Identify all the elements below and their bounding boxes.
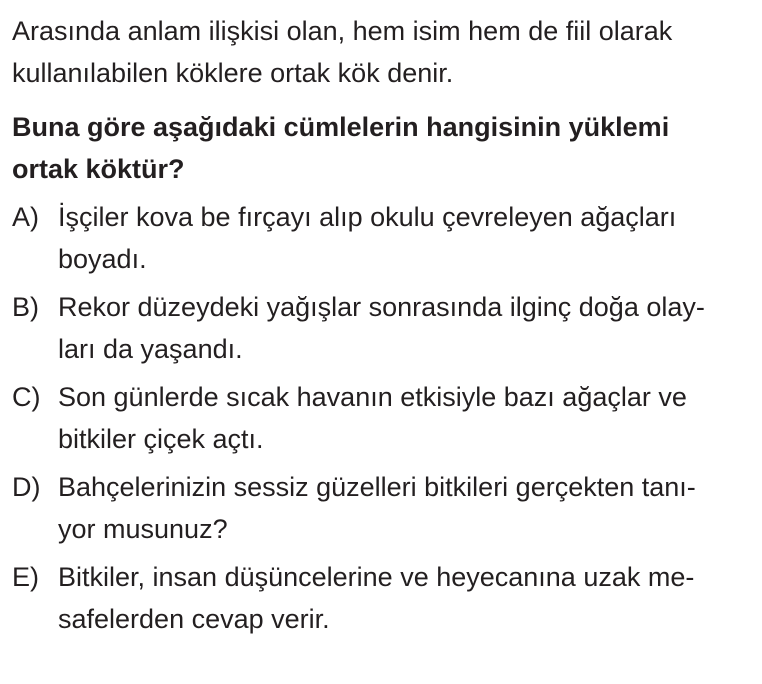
option-a-letter: A) (12, 202, 39, 232)
option-e-line-1: Bitkiler, insan düşüncelerine ve heyecanına uzak me- (58, 562, 695, 592)
intro-paragraph (12, 10, 742, 94)
option-c-line-2: bitkiler çiçek açtı. (58, 424, 264, 454)
option-d-line-2: yor musunuz? (58, 514, 228, 544)
option-e-text (58, 556, 742, 640)
option-c-text (58, 376, 742, 460)
option-d-letter: D) (12, 472, 41, 502)
option-e-line-2: safelerden cevap verir. (58, 604, 330, 634)
question-line-1: Buna göre aşağıdaki cümlelerin hangisinin yüklemi (12, 112, 670, 142)
intro-line-1: Arasında anlam ilişkisi olan, hem isim hem de fiil olarak (12, 16, 673, 46)
answer-options (12, 196, 742, 640)
option-b-text (58, 286, 742, 370)
option-b-letter: B) (12, 292, 39, 322)
question-page (12, 10, 742, 646)
option-c-letter: C) (12, 382, 41, 412)
option-c[interactable] (12, 376, 742, 460)
option-b-line-1: Rekor düzeydeki yağışlar sonrasında ilginç doğa olay- (58, 292, 705, 322)
option-a-line-2: boyadı. (58, 244, 147, 274)
option-b[interactable] (12, 286, 742, 370)
intro-line-2: kullanılabilen köklere ortak kök denir. (12, 58, 454, 88)
option-d-line-1: Bahçelerinizin sessiz güzelleri bitkileri gerçekten tanı- (58, 472, 696, 502)
option-d-text (58, 466, 742, 550)
question-stem (12, 106, 742, 190)
question-line-2: ortak köktür? (12, 154, 185, 184)
option-c-line-1: Son günlerde sıcak havanın etkisiyle bazı ağaçlar ve (58, 382, 687, 412)
option-b-line-2: ları da yaşandı. (58, 334, 243, 364)
option-e-letter: E) (12, 562, 39, 592)
option-d[interactable] (12, 466, 742, 550)
option-a-line-1: İşçiler kova be fırçayı alıp okulu çevreleyen ağaçları (58, 202, 677, 232)
option-a[interactable] (12, 196, 742, 280)
option-e[interactable] (12, 556, 742, 640)
option-a-text (58, 196, 742, 280)
